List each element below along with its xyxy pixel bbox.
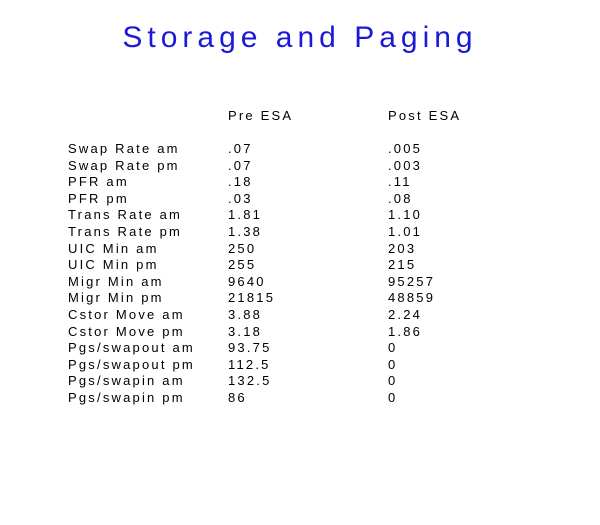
page-title: Storage and Paging <box>122 21 478 54</box>
metric-label: Swap Rate am <box>68 141 180 156</box>
pre-esa-value: 86 <box>228 389 247 405</box>
metric-label: UIC Min pm <box>68 257 159 273</box>
post-esa-value: 2.24 <box>388 306 423 322</box>
post-esa-value: .11 <box>388 174 412 190</box>
post-esa-value: 1.01 <box>388 223 423 239</box>
pre-esa-value: 93.75 <box>228 340 272 356</box>
column-header-post-esa: Post ESA <box>388 108 462 123</box>
pre-esa-value: .18 <box>228 174 253 190</box>
metric-label: Trans Rate am <box>68 207 183 223</box>
pre-esa-value: .03 <box>228 190 253 206</box>
metric-label: Cstor Move pm <box>68 323 185 339</box>
pre-esa-value: .07 <box>228 157 253 173</box>
post-esa-value: 203 <box>388 240 417 256</box>
post-esa-value: 215 <box>388 257 417 273</box>
metric-label: PFR am <box>68 174 129 190</box>
pre-esa-value: 1.81 <box>228 207 263 223</box>
metric-label: Pgs/swapout am <box>68 340 195 356</box>
post-esa-value: 48859 <box>388 290 436 306</box>
post-esa-value: 95257 <box>388 273 436 289</box>
column-header-pre-esa: Pre ESA <box>228 108 294 123</box>
pre-esa-value: 3.88 <box>228 306 263 322</box>
post-esa-value: 1.86 <box>388 323 423 339</box>
metric-label: Cstor Move am <box>68 306 185 322</box>
post-esa-value: 0 <box>388 373 398 389</box>
post-esa-value: .08 <box>388 190 413 206</box>
metric-label: Swap Rate pm <box>68 157 180 173</box>
metric-label: UIC Min am <box>68 240 159 256</box>
pre-esa-value: .07 <box>228 141 253 156</box>
pre-esa-value: 250 <box>228 240 257 256</box>
pre-esa-value: 21815 <box>228 290 276 306</box>
pre-esa-value: 3.18 <box>228 323 263 339</box>
pre-esa-value: 1.38 <box>228 223 263 239</box>
pre-esa-value: 9640 <box>228 273 266 289</box>
post-esa-value: 0 <box>388 340 398 356</box>
metric-label: Pgs/swapin pm <box>68 389 185 405</box>
post-esa-value: 0 <box>388 389 398 405</box>
metric-label: Migr Min pm <box>68 290 164 306</box>
metric-label: Migr Min am <box>68 273 164 289</box>
metric-label: PFR pm <box>68 190 129 206</box>
metric-label: Trans Rate pm <box>68 223 183 239</box>
pre-esa-value: 255 <box>228 257 257 273</box>
metric-label: Pgs/swapout pm <box>68 356 195 372</box>
post-esa-value: 0 <box>388 356 398 372</box>
metric-label: Pgs/swapin am <box>68 373 185 389</box>
pre-esa-value: 112.5 <box>228 356 271 372</box>
post-esa-value: 1.10 <box>388 207 423 223</box>
post-esa-value: .003 <box>388 157 423 173</box>
post-esa-value: .005 <box>388 141 423 156</box>
pre-esa-value: 132.5 <box>228 373 272 389</box>
